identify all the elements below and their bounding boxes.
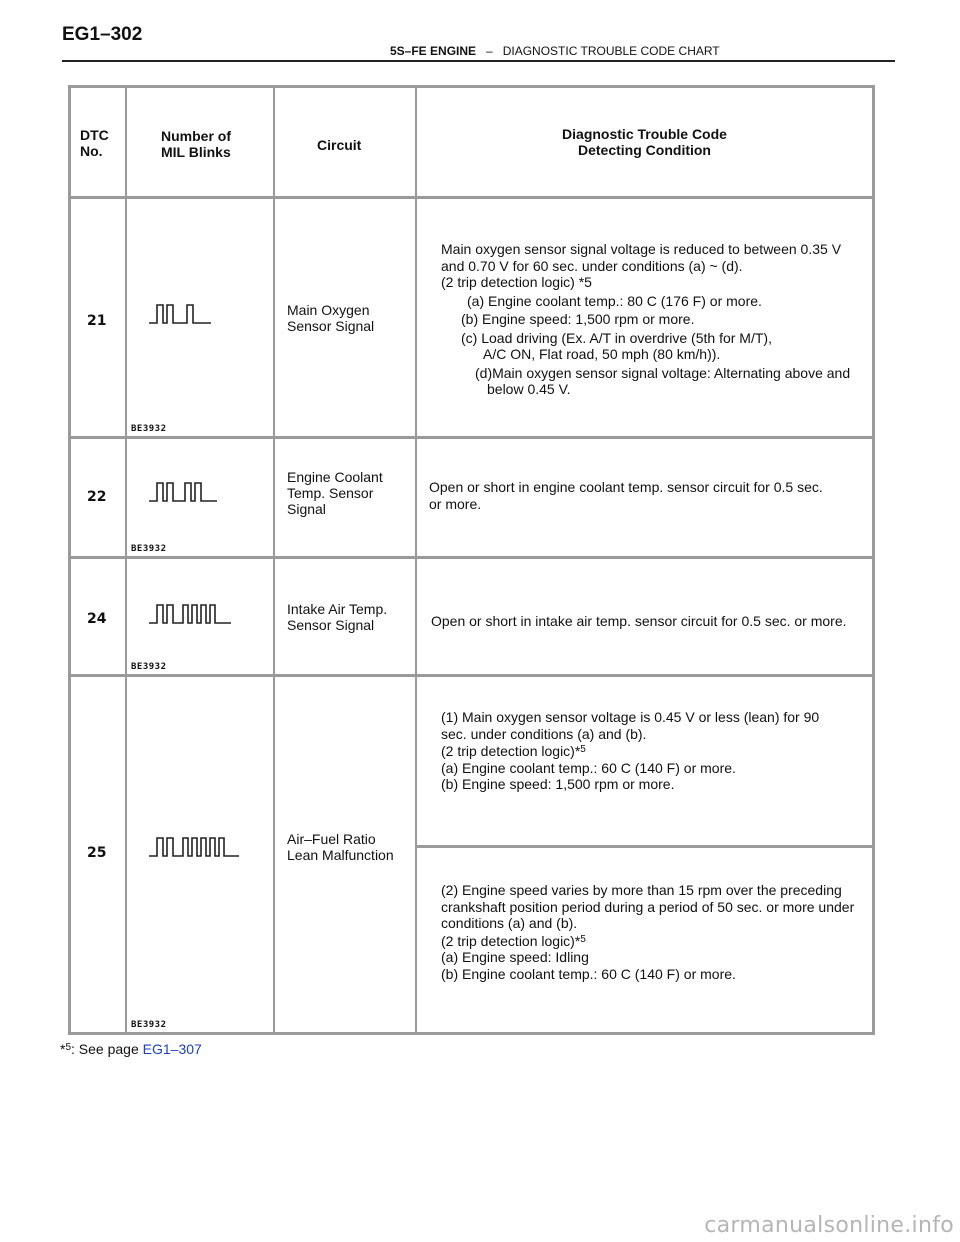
circuit-name: Main Oxygen Sensor Signal bbox=[287, 302, 375, 334]
condition-text-a: (1) Main oxygen sensor voltage is 0.45 V or less (lean) for 90 sec. under conditions (a) and (b). (2 trip detection logic)*$^5$ (a) Engine coolant temp.: 60 C (140 F) or more. (b) Engine speed: 1,500 rpm or more. bbox=[441, 709, 820, 792]
dtc-table bbox=[68, 85, 875, 1035]
condition-text: Main oxygen sensor signal voltage is reduced to between 0.35 V and 0.70 V for 60 sec. under conditions (a) ~ (d). (2 trip detection logic) *5 (a) Engine coolant temp.: 80 C (176 F) or more. (b) Engine speed: 1,500 rpm or more. (c) Load driving (Ex. A/T in overdrive (5th for M/T), A/C ON, Flat road, 50 mph (80 km/h)). (d)Main oxygen sensor signal voltage: Alternating above and below 0.45 V. bbox=[441, 241, 851, 397]
dtc-number: 24 bbox=[87, 611, 107, 627]
condition-header: Diagnostic Trouble Code Detecting Condition bbox=[562, 126, 727, 158]
dtc-header: DTC No. bbox=[80, 127, 109, 159]
header-separator: – bbox=[486, 44, 493, 58]
table-row bbox=[71, 559, 872, 677]
dtc-cell bbox=[71, 439, 127, 556]
condition-cell bbox=[417, 439, 872, 556]
circuit-name: Engine Coolant Temp. Sensor Signal bbox=[287, 469, 383, 517]
circuit-cell bbox=[275, 559, 417, 674]
circuit-cell bbox=[275, 199, 417, 436]
dtc-number: 22 bbox=[87, 489, 107, 505]
table-row bbox=[71, 439, 872, 559]
dtc-cell bbox=[71, 559, 127, 674]
page-number: EG1–302 bbox=[62, 24, 143, 45]
blinks-header-cell bbox=[127, 88, 275, 196]
condition-cell bbox=[417, 199, 872, 436]
figure-code: BE3932 bbox=[131, 1020, 167, 1030]
header-rule bbox=[62, 60, 895, 62]
dtc-header-cell bbox=[71, 88, 127, 196]
figure-code: BE3932 bbox=[131, 544, 167, 554]
blinks-cell bbox=[127, 199, 275, 436]
circuit-cell bbox=[275, 439, 417, 556]
table-row bbox=[71, 677, 872, 1032]
mil-blink-waveform bbox=[147, 477, 247, 507]
circuit-header: Circuit bbox=[317, 137, 362, 153]
mil-blink-waveform bbox=[147, 832, 267, 862]
dtc-cell bbox=[71, 199, 127, 436]
circuit-name: Air–Fuel Ratio Lean Malfunction bbox=[287, 831, 394, 863]
condition-header-cell bbox=[417, 88, 872, 196]
engine-label: 5S–FE ENGINE bbox=[390, 44, 477, 58]
circuit-header-cell bbox=[275, 88, 417, 196]
dtc-cell bbox=[71, 677, 127, 1032]
table-header-row bbox=[71, 88, 872, 199]
mil-blink-waveform bbox=[147, 299, 247, 329]
condition-text-b: (2) Engine speed varies by more than 15 rpm over the preceding crankshaft position period during a period of 50 sec. or more under conditions (a) and (b). (2 trip detection logic)*$^5$ (a) Engine speed: Idling (b) Engine coolant temp.: 60 C (140 F) or more. bbox=[441, 882, 855, 982]
watermark: carmanualsonline.info bbox=[704, 1213, 954, 1238]
condition-cell bbox=[417, 677, 872, 1032]
condition-text: Open or short in engine coolant temp. sensor circuit for 0.5 sec. or more. bbox=[429, 479, 823, 512]
running-header bbox=[390, 44, 720, 58]
blinks-cell bbox=[127, 439, 275, 556]
figure-code: BE3932 bbox=[131, 662, 167, 672]
blinks-header: Number of MIL Blinks bbox=[161, 128, 231, 160]
circuit-name: Intake Air Temp. Sensor Signal bbox=[287, 601, 388, 633]
condition-text: Open or short in intake air temp. sensor circuit for 0.5 sec. or more. bbox=[431, 613, 847, 629]
table-row bbox=[71, 199, 872, 439]
condition-cell bbox=[417, 559, 872, 674]
chapter-label: DIAGNOSTIC TROUBLE CODE CHART bbox=[502, 44, 720, 58]
footnote: *$^5$: See page EG1–307 bbox=[60, 1041, 202, 1057]
blinks-cell bbox=[127, 559, 275, 674]
mil-blink-waveform bbox=[147, 599, 257, 629]
dtc-number: 21 bbox=[87, 313, 107, 329]
dtc-number: 25 bbox=[87, 845, 107, 861]
page-link[interactable]: EG1–307 bbox=[142, 1041, 202, 1057]
blinks-cell bbox=[127, 677, 275, 1032]
circuit-cell bbox=[275, 677, 417, 1032]
figure-code: BE3932 bbox=[131, 424, 167, 434]
condition-divider bbox=[417, 845, 872, 848]
